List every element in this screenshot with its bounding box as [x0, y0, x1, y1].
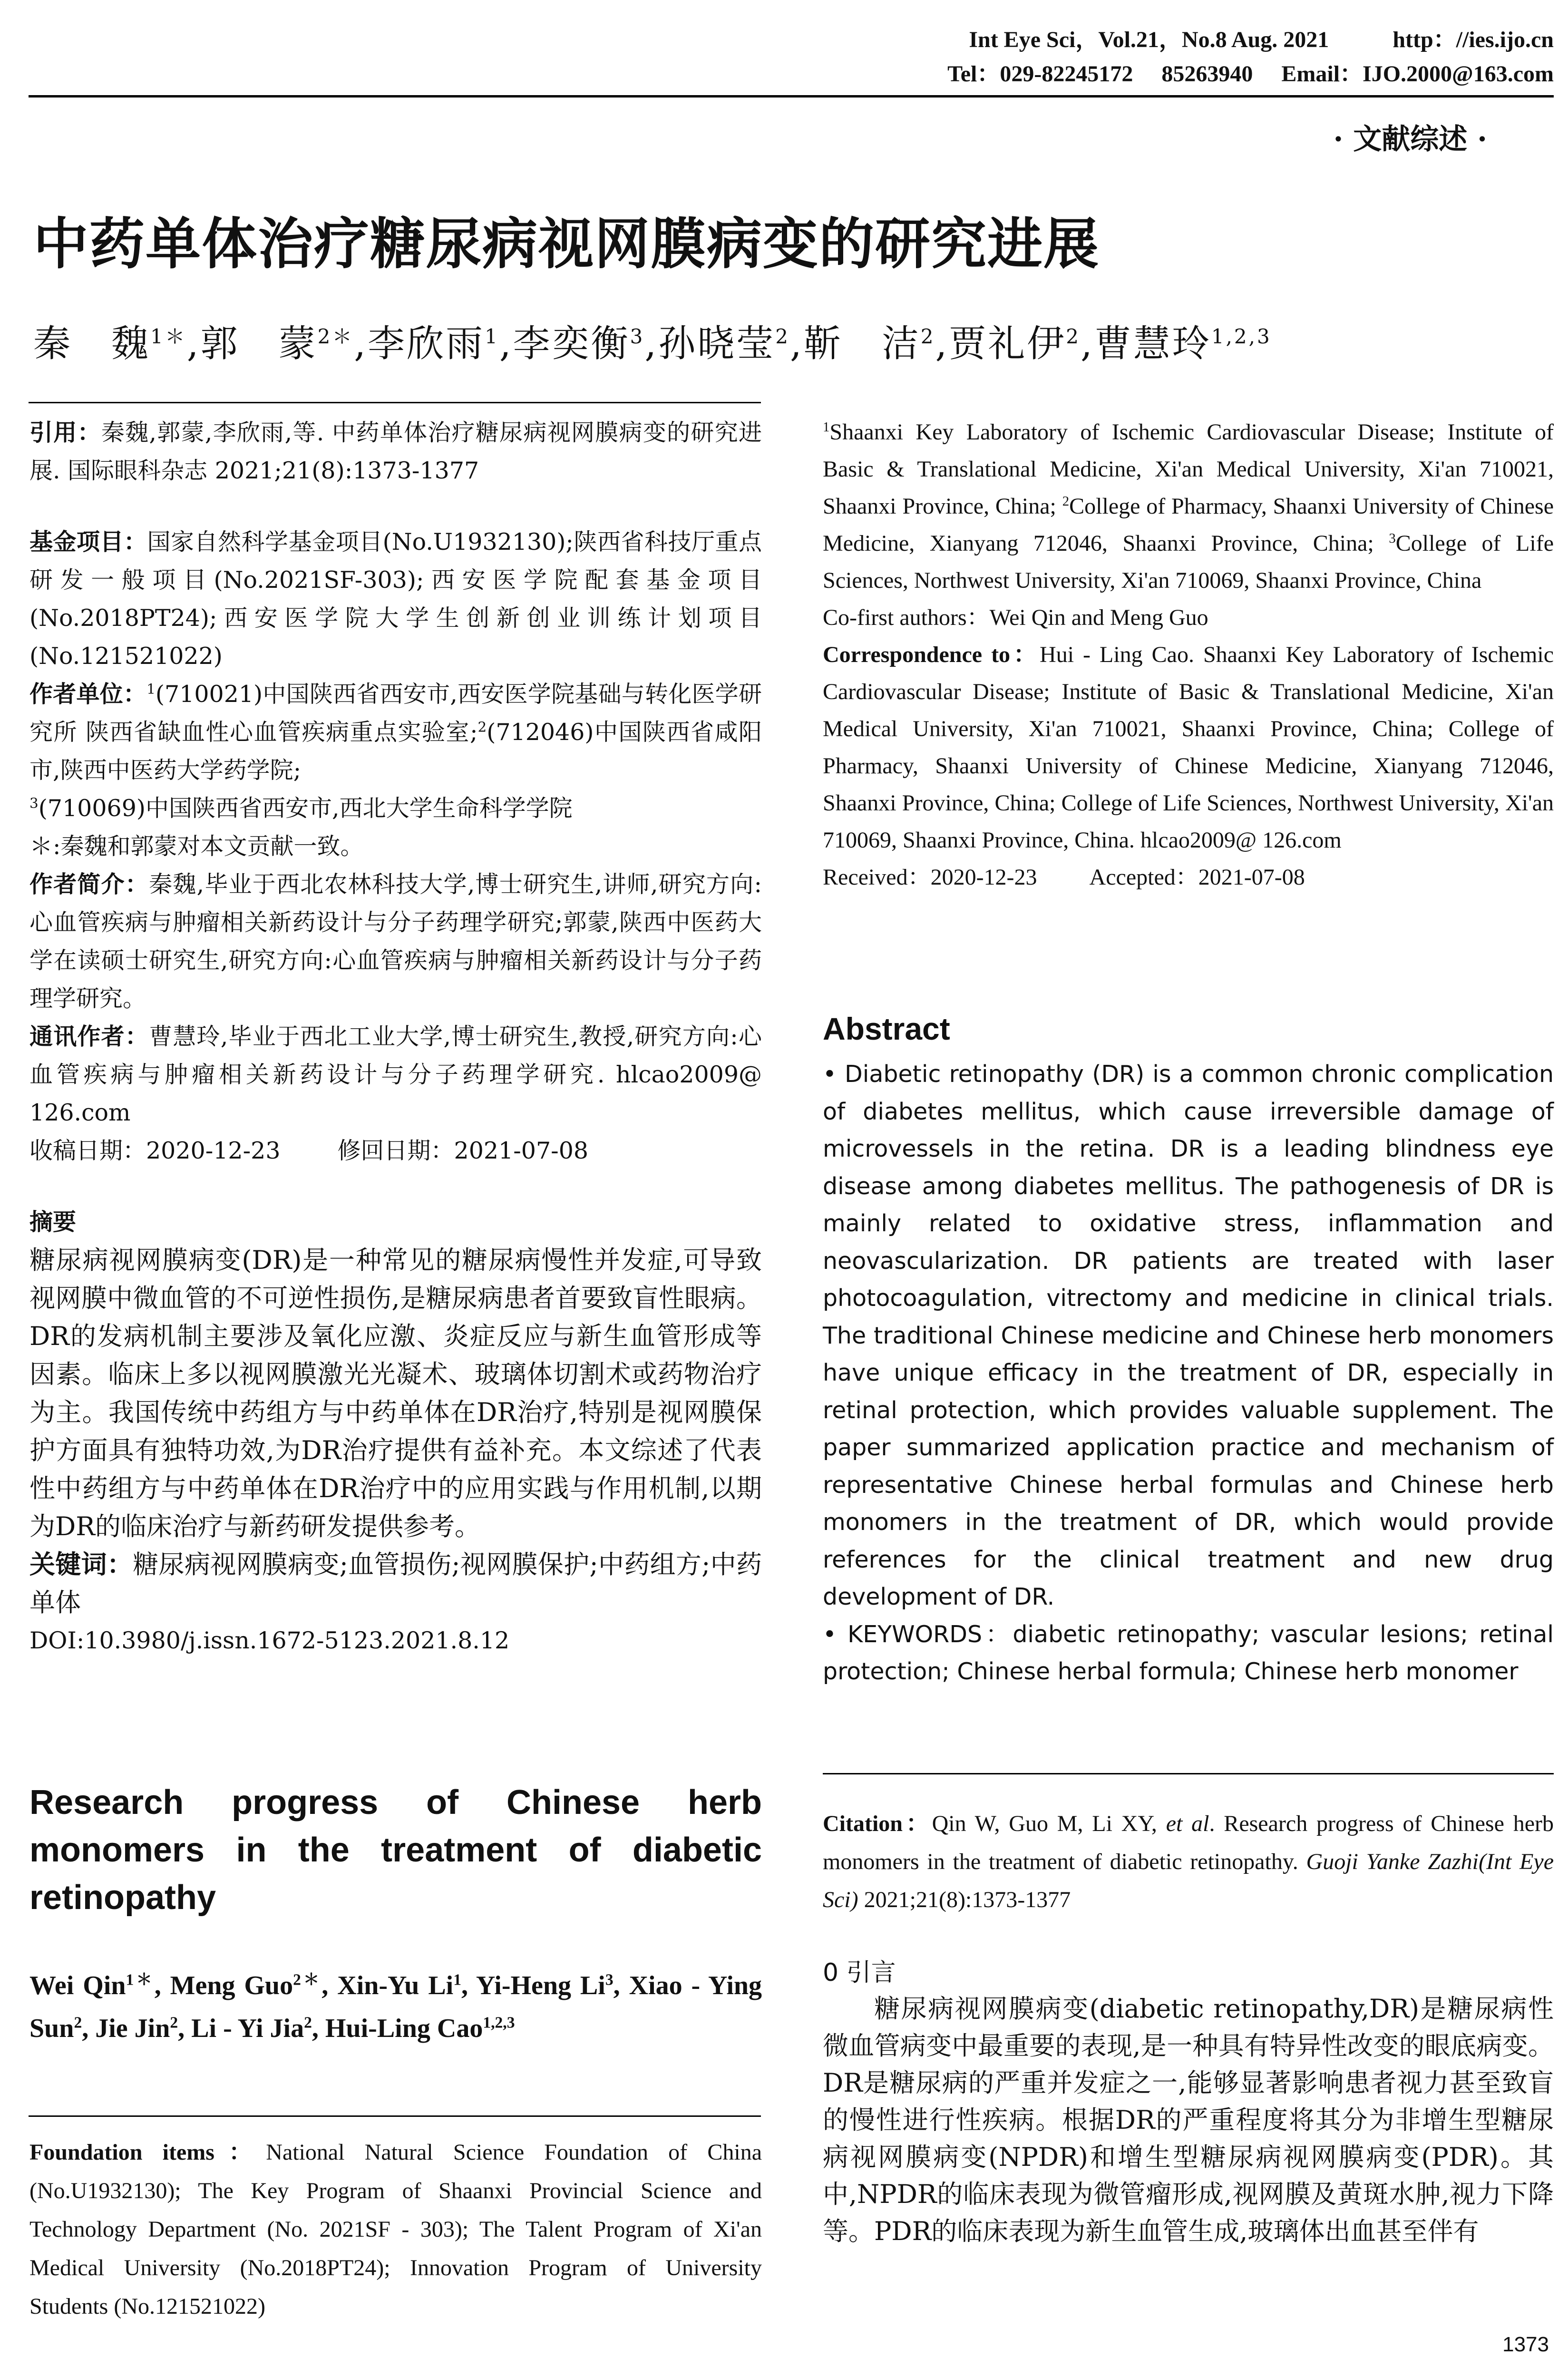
author-sup: 3 [630, 325, 645, 348]
author-sup: 1＊ [150, 325, 187, 348]
abstract-zh: 糖尿病视网膜病变(DR)是一种常见的糖尿病慢性并发症,可导致视网膜中微血管的不可逆性损伤,是糖尿病患者首要致盲性眼病。DR的发病机制主要涉及氧化应激、炎症反应与新生血管形成等因素。临床上多以视网膜激光光凝术、玻璃体切割术或药物治疗为主。我国传统中药组方与中药单体在DR治疗,特别是视网膜保护方面具有独特功效,为DR治疗提供有益补充。本文综述了代表性中药组方与中药单体在DR治疗中的应用实践与作用机制,以期为DR的临床治疗与新药研发提供参考。 [29, 1245, 762, 1541]
author-name: 秦 魏 [33, 322, 151, 365]
author-bio-zh: 作者简介：秦魏,毕业于西北农林科技大学,博士研究生,讲师,研究方向:心血管疾病与肿瘤相关新药设计与分子药理学研究;郭蒙,陕西中医药大学在读硕士研究生,研究方向:心血管疾病与肿瘤相关新药设计与分子药理学研究。 [29, 871, 762, 1012]
author-name: 贾礼伊 [949, 322, 1066, 365]
dates-zh: 收稿日期：2020-12-23 修回日期：2021-07-08 [29, 1137, 589, 1164]
foundation-items: Foundation items：National Natural Science Foundation of China (No.U1932130); The Key Program of Shaanxi Provincial Science and Technology Department (No. 2021SF - 303); The Talent Program of Xi'an Medical University (No.2018PT24); Innovation Program of University Students (No.121521022) [29, 2140, 762, 2319]
page-number: 1373 [1502, 2333, 1549, 2356]
keywords-zh: 关键词：糖尿病视网膜病变;血管损伤;视网膜保护;中药组方;中药单体 [29, 1549, 762, 1617]
cofirst-note-zh: ＊:秦魏和郭蒙对本文贡献一致。 [29, 833, 364, 860]
author-sup: 2 [1066, 325, 1081, 348]
article-title-zh: 中药单体治疗糖尿病视网膜病变的研究进展 [33, 212, 1100, 276]
affiliation-zh: 作者单位：$^1$(710021)中国陕西省西安市,西安医学院基础与转化医学研究所 陕西省缺血性心血管疾病重点实验室;$^2$(712046)中国陕西省咸阳市,陕西中医药大学药学院; $^3$(710069)中国陕西省西安市,西北大学生命科学学院 [29, 681, 762, 822]
keywords-en: • KEYWORDS：diabetic retinopathy; vascular lesions; retinal protection; Chinese herbal formula; Chinese herb monomer [823, 1620, 1554, 1685]
author-sup: 2＊ [317, 325, 354, 348]
author-list-zh: 秦 魏$^{1*}$,郭 蒙$^{2*}$,李欣雨$^1$,李奕衡$^3$,孙晓莹$^2$,靳 洁$^2$,贾礼伊$^2$,曹慧玲$^{1,2,3}$ [33, 322, 1272, 365]
header-rule [29, 95, 1554, 97]
abstract-heading-zh: 摘要 [29, 1208, 77, 1236]
journal-contact: Tel：029-82245172 85263940 Email：IJO.2000@163.com [947, 61, 1554, 87]
citation-zh: 引用：秦魏,郭蒙,李欣雨,等. 中药单体治疗糖尿病视网膜病变的研究进展. 国际眼科杂志 2021;21(8):1373-1377 [29, 419, 762, 484]
author-sup: 2 [920, 325, 935, 348]
funding-zh: 基金项目：国家自然科学基金项目(No.U1932130);陕西省科技厅重点研发一般项目(No.2021SF-303);西安医学院配套基金项目(No.2018PT24);西安医学院大学生创新创业训练计划项目(No.121521022) [29, 528, 762, 670]
author-name: 孙晓莹 [658, 322, 776, 365]
author-name: 曹慧玲 [1094, 322, 1211, 365]
article-title-en: Research progress of Chinese herb monomers in the treatment of diabetic retinopathy [29, 1783, 762, 1917]
author-name: 李奕衡 [513, 322, 630, 365]
cofirst-en: Co-first authors：Wei Qin and Meng Guo [823, 605, 1208, 630]
abstract-heading-en: Abstract [823, 1011, 950, 1046]
accepted-en: Accepted：2021-07-08 [1089, 865, 1305, 890]
doi[interactable]: DOI:10.3980/j.issn.1672-5123.2021.8.12 [29, 1627, 510, 1654]
corresponding-zh: 通讯作者：曹慧玲,毕业于西北工业大学,博士研究生,教授,研究方向:心血管疾病与肿瘤相关新药设计与分子药理学研究. hlcao2009@ 126.com [29, 1023, 762, 1126]
journal-url[interactable]: http：//ies.ijo.cn [1393, 27, 1554, 52]
citation-rule [823, 1773, 1554, 1774]
author-name: 郭 蒙 [200, 322, 318, 365]
intro-heading: 0 引言 [823, 1958, 896, 1987]
foundation-rule [29, 2115, 761, 2117]
journal-header [969, 25, 1554, 55]
left-column [29, 414, 762, 1660]
correspondence-en: Hui - Ling Cao. Shaanxi Key Laboratory of Ischemic Cardiovascular Disease; Institute of Basic & Translational Medicine, Xi'an Medical University, Xi'an 710021, Shaanxi Province, China; College of Pharmacy, Shaanxi University of Chinese Medicine, Xianyang 712046, Shaanxi Province, China; College of Life Sciences, Northwest University, Xi'an 710069, Shaanxi Province, China. hlcao2009@ 126.com [823, 642, 1554, 853]
left-top-rule [29, 402, 761, 403]
received-en: Received：2020-12-23 [823, 865, 1037, 890]
author-name: 靳 洁 [803, 322, 921, 365]
author-sup: 1 [485, 325, 499, 348]
section-label: · 文献综述 · [1333, 123, 1487, 156]
intro-body: 糖尿病视网膜病变(diabetic retinopathy,DR)是糖尿病性微血管病变中最重要的表现,是一种具有特异性改变的眼底病变。DR是糖尿病的严重并发症之一,能够显著影响患者视力甚至致盲的慢性进行性疾病。根据DR的严重程度将其分为非增生型糖尿病视网膜病变(NPDR)和增生型糖尿病视网膜病变(PDR)。其中,NPDR的临床表现为微管瘤形成,视网膜及黄斑水肿,视力下降等。PDR的临床表现为新生血管生成,玻璃体出血甚至伴有 [823, 1994, 1554, 2246]
author-list-en: Wei Qin$^{1*}$, Meng Guo$^{2*}$, Xin-Yu Li$^1$, Yi-Heng Li$^3$, Xiao - Ying Sun$^2$, Jie Jin$^2$, Li - Yi Jia$^2$, Hui-Ling Cao$^{1,2,3}$ [29, 1971, 762, 2043]
abstract-en-body: • Diabetic retinopathy (DR) is a common chronic complication of diabetes mellitus, which cause irreversible damage of microvessels in the retina. DR is a leading blindness eye disease among diabetes mellitus. The pathogenesis of DR is mainly related to oxidative stress, inflammation and neovascularization. DR patients are treated with laser photocoagulation, vitrectomy and medicine in clinical trials. The traditional Chinese medicine and Chinese herb monomers have unique efficacy in the treatment of DR, especially in retinal protection, which provides valuable supplement. The paper summarized application practice and mechanism of representative Chinese herbal formulas and Chinese herb monomers in the treatment of DR, which would provide references for the clinical treatment and new drug development of DR. [823, 1061, 1554, 1610]
citation-en: Citation：Qin W, Guo M, Li XY, et al. Research progress of Chinese herb monomers in the treatment of diabetic retinopathy. Guoji Yanke Zazhi(Int Eye Sci) 2021;21(8):1373-1377 [823, 1811, 1554, 1912]
journal-info: Int Eye Sci，Vol.21，No.8 Aug. 2021 [969, 27, 1329, 52]
author-name: 李欣雨 [368, 322, 485, 365]
author-sup: 1,2,3 [1211, 325, 1272, 348]
author-sup: 2 [775, 325, 790, 348]
affiliation-en: $^1$Shaanxi Key Laboratory of Ischemic Cardiovascular Disease; Institute of Basic & Translational Medicine, Xi'an Medical University, Xi'an 710021, Shaanxi Province, China; $^2$College of Pharmacy, Shaanxi University of Chinese Medicine, Xianyang 712046, Shaanxi Province, China; $^3$College of Life Sciences, Northwest University, Xi'an 710069, Shaanxi Province, China Co-first authors：Wei Qin and Meng Guo Correspondence to：Hui - Ling Cao. Shaanxi Key Laboratory of Ischemic Cardiovascular Disease; Institute of Basic & Translational Medicine, Xi'an Medical University, Xi'an 710021, Shaanxi Province, China; College of Pharmacy, Shaanxi University of Chinese Medicine, Xianyang 712046, Shaanxi Province, China; College of Life Sciences, Northwest University, Xi'an 710069, Shaanxi Province, China. hlcao2009@ 126.com Received：2020-12-23 Accepted：2021-07-08 [823, 419, 1554, 890]
abstract-en [823, 1056, 1554, 1691]
